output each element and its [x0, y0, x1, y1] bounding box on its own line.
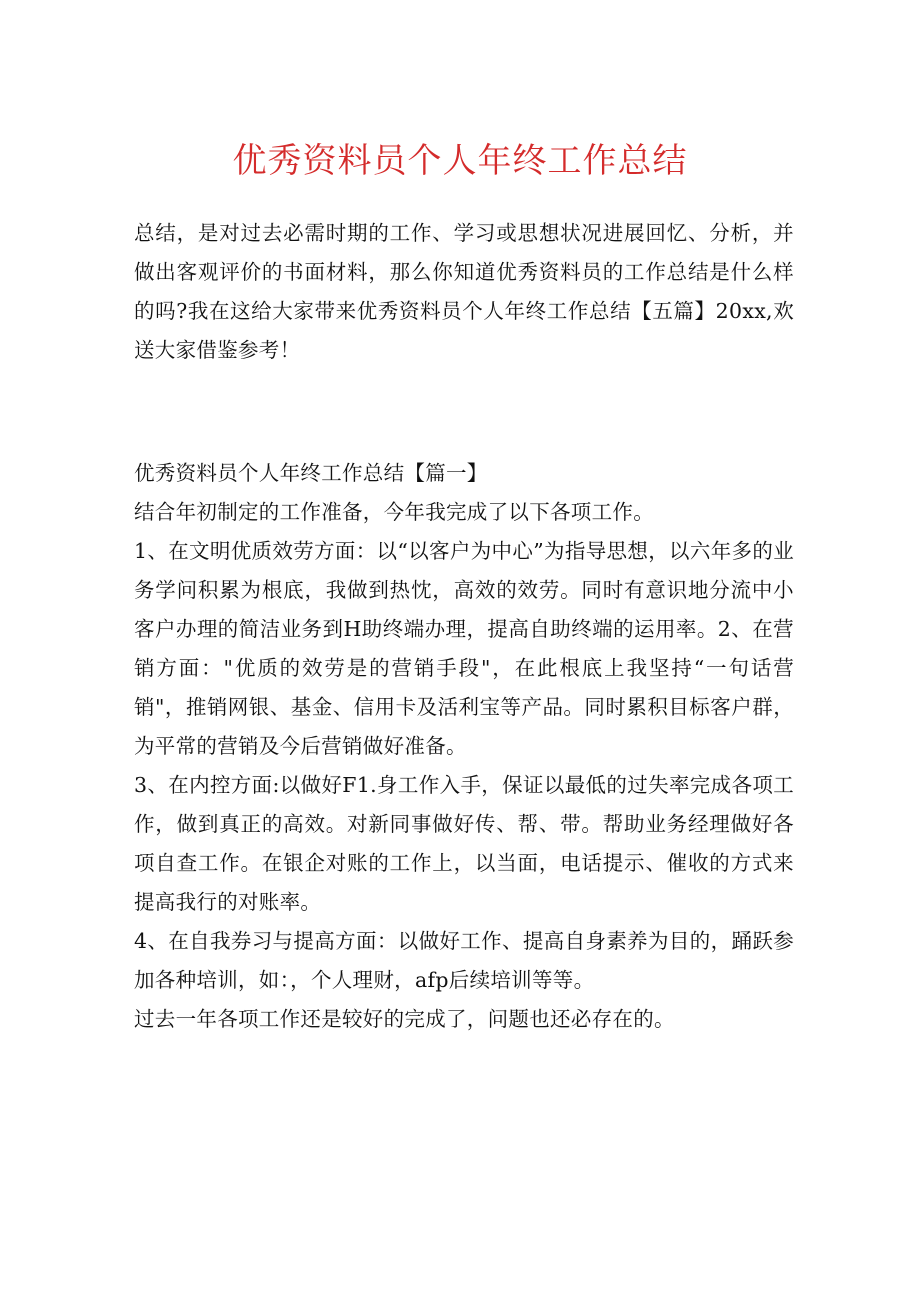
paragraph-3: 3、在内控方面:以做好F1.身工作入手，保证以最低的过失率完成各项工作，做到真正的高效。对新同事做好传、帮、带。帮助业务经理做好各项自查工作。在银企对账的工作上，以当面，电话提示、催收的方式来提高我行的对账率。: [134, 773, 794, 914]
paragraph-4: 4、在自我券习与提高方面：以做好工作、提高自身素养为目的，踊跃参加各种培训，如：，个人理财，afp后续培训等等。: [134, 929, 794, 992]
document-title: 优秀资料员个人年终工作总结: [232, 141, 688, 181]
section-heading: 优秀资料员个人年终工作总结【篇一】: [134, 461, 488, 485]
section-1: [134, 454, 794, 1039]
paragraph-1: 结合年初制定的工作准备，今年我完成了以下各项工作。: [134, 500, 654, 524]
paragraph-5: 过去一年各项工作还是较好的完成了，问题也还必存在的。: [134, 1007, 675, 1031]
paragraph-2: 1、在文明优质效劳方面：以“以客户为中心”为指导思想，以六年多的业务学问积累为根底，我做到热忱，高效的效劳。同时有意识地分流中小客户办理的简洁业务到H助终端办理，提高自助终端的运用率。2、在营销方面："优质的效劳是的营销手段"，在此根底上我坚持“一句话营销"，推销网银、基金、信用卡及活利宝等产品。同时累积目标客户群，为平常的营销及今后营销做好准备。: [134, 539, 794, 758]
intro-block: [134, 214, 794, 370]
intro-paragraph: 总结，是对过去必需时期的工作、学习或思想状况进展回忆、分析，并做出客观评价的书面材料，那么你知道优秀资料员的工作总结是什么样的吗?我在这给大家带来优秀资料员个人年终工作总结【五篇】20xx,欢送大家借鉴参考！: [134, 221, 794, 362]
